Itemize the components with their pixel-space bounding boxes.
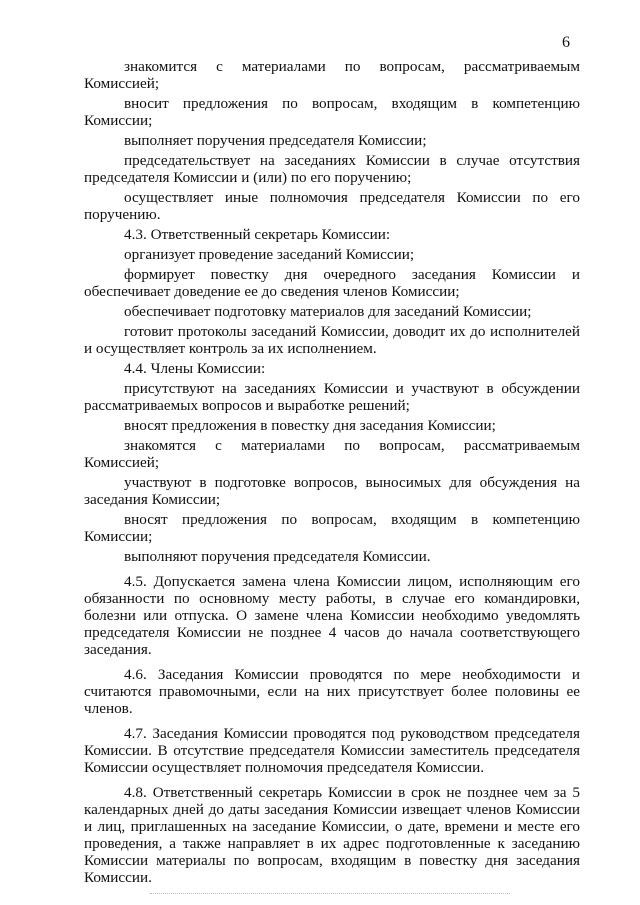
- paragraph: вносит предложения по вопросам, входящим в компетенцию Комиссии;: [84, 95, 580, 129]
- paragraph: обеспечивает подготовку материалов для заседаний Комиссии;: [124, 303, 532, 320]
- paragraph: 4.6. Заседания Комиссии проводятся по мере необходимости и считаются правомочными, если на них присутствует более половины ее членов.: [84, 666, 580, 717]
- paragraph: осуществляет иные полномочия председателя Комиссии по его поручению.: [84, 189, 580, 223]
- paragraph: формирует повестку дня очередного заседания Комиссии и обеспечивает доведение ее до сведения членов Комиссии;: [84, 266, 580, 300]
- paragraph: участвуют в подготовке вопросов, выносимых для обсуждения на заседания Комиссии;: [84, 474, 580, 508]
- paragraph: 4.7. Заседания Комиссии проводятся под руководством председателя Комиссии. В отсутствие председателя Комиссии заместитель председателя Комиссии осуществляет полномочия председателя Комиссии.: [84, 725, 580, 776]
- paragraph: организует проведение заседаний Комиссии;: [124, 246, 415, 263]
- paragraph: присутствуют на заседаниях Комиссии и участвуют в обсуждении рассматриваемых вопросов и выработке решений;: [84, 380, 580, 414]
- footer-scan-line: [150, 893, 510, 895]
- paragraph: выполняет поручения председателя Комиссии;: [124, 132, 427, 149]
- paragraph: знакомятся с материалами по вопросам, рассматриваемым Комиссией;: [84, 437, 580, 471]
- paragraph: вносят предложения по вопросам, входящим в компетенцию Комиссии;: [84, 511, 580, 545]
- paragraph: выполняют поручения председателя Комиссии.: [124, 548, 431, 565]
- page-number: 6: [562, 34, 570, 51]
- paragraph: знакомится с материалами по вопросам, рассматриваемым Комиссией;: [84, 58, 580, 92]
- paragraph: готовит протоколы заседаний Комиссии, доводит их до исполнителей и осуществляет контроль за их исполнением.: [84, 323, 580, 357]
- paragraph: 4.5. Допускается замена члена Комиссии лицом, исполняющим его обязанности по основному месту работы, в случае его командировки, болезни или отпуска. О замене члена Комиссии необходимо уведомлять председателя Комиссии не позднее 4 часов до начала соответствующего заседания.: [84, 573, 580, 658]
- paragraph: вносят предложения в повестку дня заседания Комиссии;: [124, 417, 496, 434]
- document-body: [84, 58, 580, 886]
- section-heading: 4.4. Члены Комиссии:: [124, 360, 266, 377]
- paragraph: председательствует на заседаниях Комиссии в случае отсутствия председателя Комиссии и (или) по его поручению;: [84, 152, 580, 186]
- section-heading: 4.3. Ответственный секретарь Комиссии:: [124, 226, 391, 243]
- paragraph: 4.8. Ответственный секретарь Комиссии в срок не позднее чем за 5 календарных дней до даты заседания Комиссии извещает членов Комиссии и лиц, приглашенных на заседание Комиссии, о дате, времени и месте его проведения, а также направляет в их адрес подготовленные к заседанию Комиссии материалы по вопросам, входящим в повестку дня заседания Комиссии.: [84, 784, 580, 886]
